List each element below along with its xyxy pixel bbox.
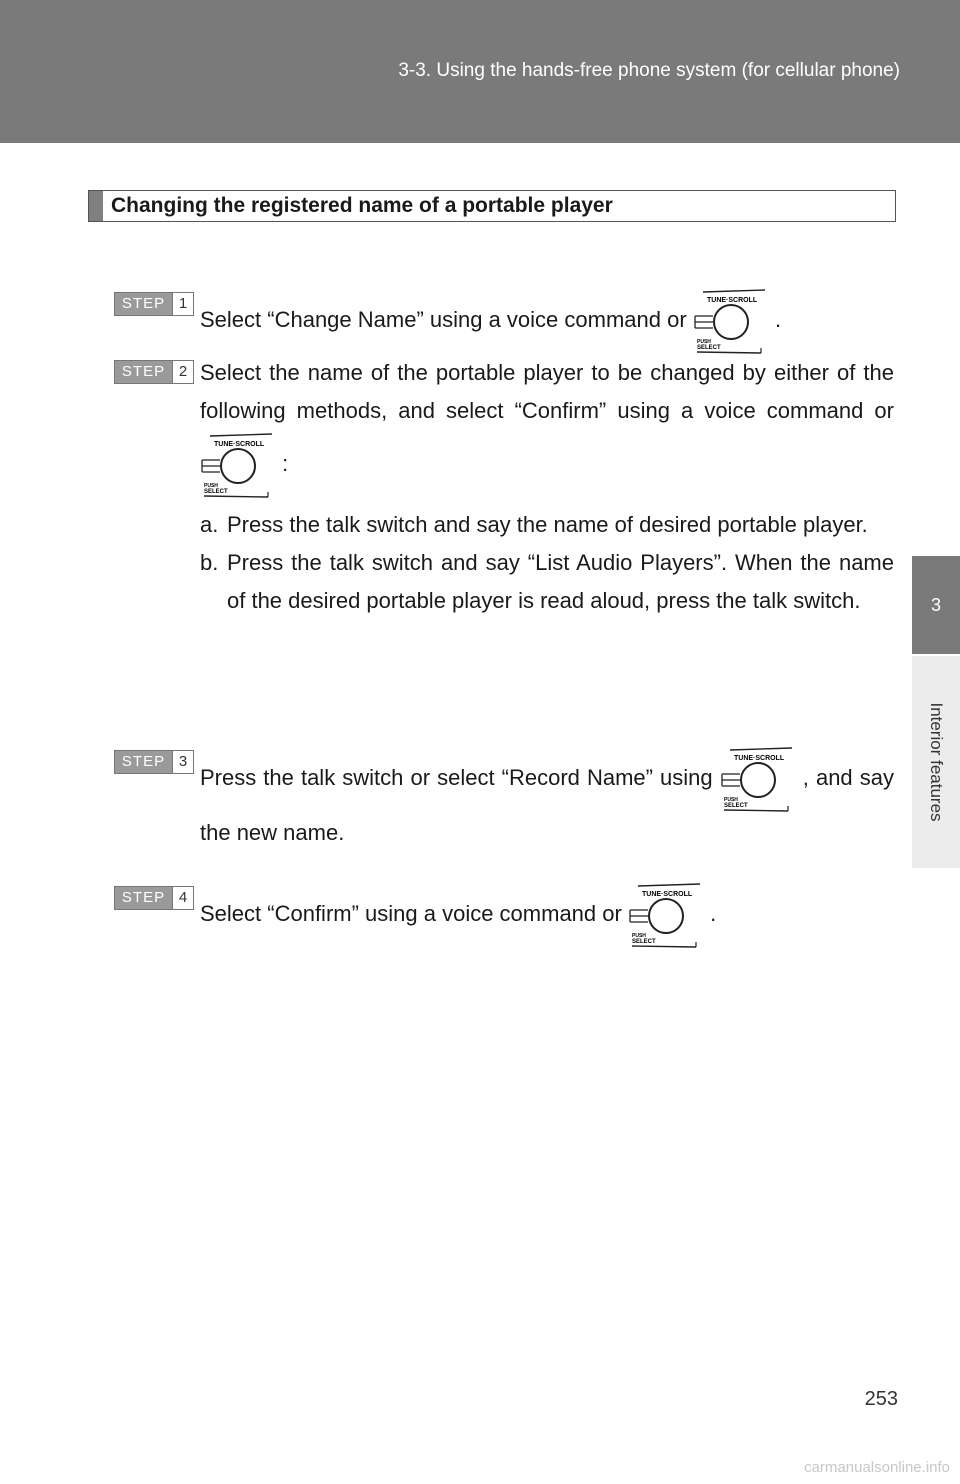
step-text-end: . <box>774 306 782 332</box>
chapter-label-tab <box>912 656 960 868</box>
svg-text:PUSH: PUSH <box>631 933 646 939</box>
step-text: Select the name of the portable player to be changed by either of the following methods, and select “Confirm” using a voice command or <box>200 360 894 423</box>
svg-text:SELECT: SELECT <box>723 803 748 809</box>
section-heading <box>88 190 896 222</box>
tune-scroll-knob-icon <box>693 286 769 356</box>
list-item: b. Press the talk switch and say “List Audio Players”. When the name of the desired portable player is read aloud, press the talk switch. <box>200 550 894 613</box>
svg-text:TUNE·SCROLL: TUNE·SCROLL <box>706 297 757 304</box>
list-item: a. Press the talk switch and say the name of desired portable player. <box>200 512 868 537</box>
svg-text:SELECT: SELECT <box>204 489 228 495</box>
svg-text:SELECT: SELECT <box>631 939 656 945</box>
step-text: Select “Confirm” using a voice command or <box>200 900 622 926</box>
step-3 <box>114 744 894 852</box>
step-badge: STEP 1 <box>114 292 194 316</box>
svg-text:PUSH: PUSH <box>204 483 218 489</box>
step-text-end: : <box>282 450 289 476</box>
step-1 <box>114 286 894 356</box>
chapter-title: 3-3. Using the hands-free phone system (for cellular phone) <box>398 60 900 81</box>
page-header <box>0 0 960 143</box>
tune-scroll-knob-icon <box>720 744 796 814</box>
step-text-end: . <box>710 900 717 926</box>
step-text-end: , and say the new name. <box>200 764 894 845</box>
svg-text:TUNE·SCROLL: TUNE·SCROLL <box>733 755 784 762</box>
step-text: Select “Change Name” using a voice command or <box>200 306 687 332</box>
chapter-number-tab: 3 <box>912 556 960 654</box>
step-badge: STEP 4 <box>114 886 194 910</box>
tune-scroll-knob-icon <box>200 430 276 500</box>
step-badge: STEP 2 <box>114 360 194 384</box>
step-2 <box>114 354 894 620</box>
watermark: carmanualsonline.info <box>804 1459 950 1476</box>
svg-text:PUSH: PUSH <box>723 797 738 803</box>
svg-text:TUNE·SCROLL: TUNE·SCROLL <box>214 441 265 448</box>
chapter-label: Interior features <box>927 702 946 822</box>
svg-text:PUSH: PUSH <box>696 339 711 345</box>
svg-text:SELECT: SELECT <box>696 345 721 351</box>
page-number: 253 <box>864 1388 898 1410</box>
svg-text:TUNE·SCROLL: TUNE·SCROLL <box>641 891 693 898</box>
step-text: Press the talk switch or select “Record Name” using <box>200 764 713 790</box>
section-heading-bar <box>89 191 103 221</box>
step-badge: STEP 3 <box>114 750 194 774</box>
tune-scroll-knob-icon <box>628 880 704 950</box>
section-heading-text: Changing the registered name of a portable player <box>111 194 613 217</box>
step-4 <box>114 880 894 950</box>
